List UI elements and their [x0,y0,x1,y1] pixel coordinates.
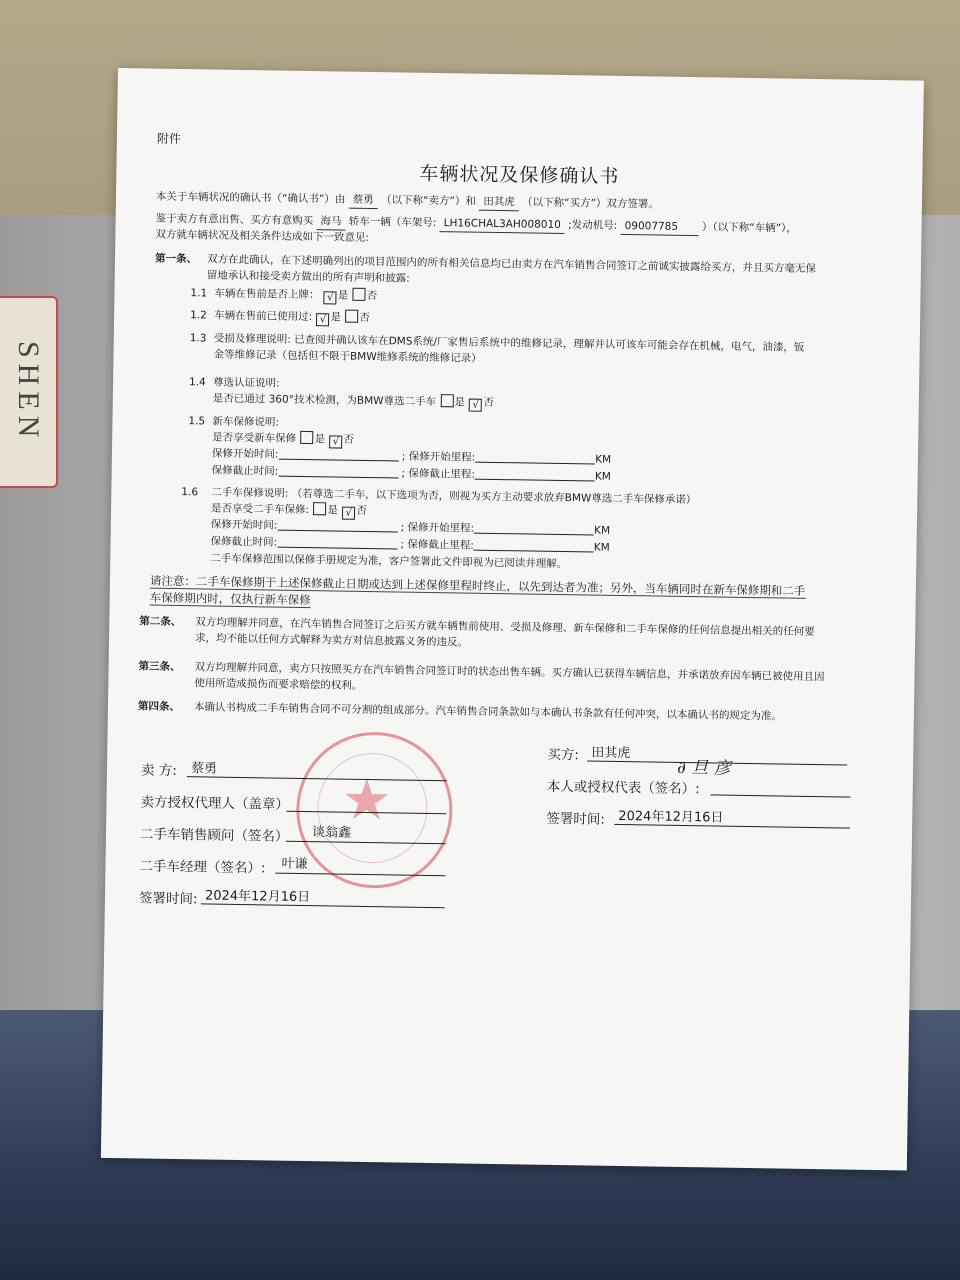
vehicle-text-3: ;发动机号: [568,219,618,232]
item-1-1-no-checkbox [353,288,366,301]
buyer-rep-line [711,794,851,797]
intro-line [156,189,659,214]
document-page [101,68,924,1171]
notice-content: 请注意：二手车保修期于上述保修截止日期或达到上述保修里程时终止，以先到达者为准；另外，当车辆同时在新车保修期和二手车保修期内时，仅执行新车保修 [149,573,806,608]
buyer-rep-label: 本人或授权代表（签名）: [546,778,700,798]
used-end-km-blank [474,539,594,553]
item-1-6-scope: 二手车保修范围以保修手册规定为准，客户签署此文件即视为已阅读并理解。 [210,552,568,571]
item-1-6-number: 1.6 [181,486,199,499]
article-3-text: 双方均理解并同意，卖方只按照买方在汽车销售合同签订时的状态出售车辆。买方确认已获得车辆信息，并承诺放弃因车辆已被使用且因使用所造成损伤而要求赔偿的权利。 [194,661,825,692]
used-start-time-blank [277,519,397,533]
item-1-6-question-text: 是否享受二手车保修: [210,502,310,517]
start-time-label: 保修开始时间: [211,447,279,461]
used-end-time-blank [277,536,397,550]
end-km-label: ; 保修截止里程: [401,467,476,481]
item-1-6-no-checkbox: √ [342,507,355,520]
vehicle-text-4: ）（以下称“车辆”）， [701,221,797,235]
item-1-3-number: 1.3 [189,332,207,345]
vehicle-model: 海马 [316,213,345,230]
item-1-1-text: 车辆在售前是否上牌： [214,287,320,302]
buyer-label: 买方: [547,746,579,764]
sales-advisor-value: 谈翁鑫 [311,825,352,841]
company-seal [295,731,453,889]
buyer-handwritten-signature: ∂ 旦 彦 [676,757,731,779]
item-1-5-yes-label: 是 [314,433,326,446]
vehicle-text-1: 鉴于卖方有意出售、买方有意购买 [155,212,314,228]
start-km-blank [475,451,595,465]
item-1-5-no-label: 否 [343,433,354,446]
agreement-line: 双方就车辆状况及相关条件达成如下一致意见: [155,228,370,244]
start-km-label: ; 保修开始里程: [401,450,476,464]
item-1-4-yes-checkbox [440,394,453,407]
buyer-value: 田其虎 [591,745,631,762]
manager-value: 叶谦 [281,856,308,873]
used-end-km-label: ; 保修截止里程: [400,538,474,552]
start-km-unit: KM [595,453,612,466]
seller-label: 卖 方: [140,762,177,780]
seller-date-label: 签署时间: [138,890,198,908]
buyer-date-value: 2024年12月16日 [618,808,724,826]
seller-date-line [201,903,445,908]
vehicle-text-2: 轿车一辆（车架号: [348,215,437,230]
used-start-km-blank [474,522,594,536]
buyer-date-label: 签署时间: [546,810,605,828]
article-1-label: 第一条、 [154,252,198,266]
item-1-2 [214,308,370,327]
item-1-4-title: 尊选认证说明: [212,376,280,390]
manager-label: 二手车经理（签名）: [139,858,266,877]
used-end-km-unit: KM [593,541,610,554]
item-1-1 [214,286,377,306]
item-1-4-text: 是否已通过 360°技术检测，为BMW尊选二手车 [212,392,437,409]
item-1-4 [213,391,494,412]
header-label: 附件 [156,131,182,146]
article-1-text: 双方在此确认，在下述明确列出的项目范围内的所有相关信息均已由卖方在汽车销售合同签订之前诚实披露给买方，并且买方毫无保留地承认和接受卖方做出的所有声明和披露: [206,253,817,285]
start-time-blank [278,448,398,462]
item-1-5-title: 新车保修说明: [212,415,280,429]
seller-agent-label: 卖方授权代理人（盖章） [140,794,290,813]
used-start-km-unit: KM [594,524,611,537]
article-2-label: 第二条、 [139,615,182,629]
vehicle-vin: LH16CHAL3AH008010 [440,215,565,234]
end-time-label: 保修截止时间: [211,464,279,478]
item-1-1-no-label: 否 [366,289,378,303]
item-1-6-no-label: 否 [356,504,367,517]
side-label: SHEN [0,296,58,488]
item-1-2-no-label: 否 [359,311,370,324]
item-1-1-yes-label: 是 [337,289,349,302]
document-title: 车辆状况及保修确认书 [419,162,620,188]
item-1-3-text: 受损及修理说明: 已查阅并确认该车在DMS系统/厂家售后系统中的维修记录，理解并认可该车可能会存在机械，电气，油漆，钣金等维修记录（包括但不限于BMW维修系统的维修记录） [213,332,805,365]
item-1-5-yes-checkbox [300,431,313,444]
intro-seller-name: 蔡勇 [349,192,378,209]
notice-text [150,573,810,617]
end-time-blank [278,465,398,479]
intro-text-3: （以下称“买方”）双方签署。 [522,196,660,211]
item-1-4-no-label: 否 [483,396,494,409]
end-km-unit: KM [594,470,611,483]
article-4-text: 本确认书构成二手车销售合同不可分割的组成部分。汽车销售合同条款如与本确认书条款有任何冲突，以本确认书的规定为准。 [193,701,782,723]
item-1-1-yes-checkbox: √ [324,291,337,304]
article-2-text: 双方均理解并同意，在汽车销售合同签订之后买方就车辆售前使用、受损及修理、新车保修和二手车保修的任何信息提出相关的任何要求，均不能以任何方式解释为卖方对信息披露义务的违反。 [194,616,815,649]
item-1-2-yes-label: 是 [330,311,342,324]
item-1-2-number: 1.2 [190,309,207,322]
item-1-2-no-checkbox [345,310,358,323]
end-km-blank [475,468,595,482]
item-1-4-number: 1.4 [188,376,206,389]
item-1-6-yes-label: 是 [327,504,339,517]
used-start-time-label: 保修开始时间: [210,518,278,532]
intro-text-2: （以下称“卖方”）和 [380,194,477,208]
item-1-4-yes-label: 是 [454,396,466,409]
item-1-4-no-checkbox: √ [469,399,482,412]
article-4-label: 第四条、 [137,700,181,714]
buyer-date-line [614,824,850,829]
item-1-2-yes-checkbox: √ [316,313,329,326]
intro-text-1: 本关于车辆状况的确认书（“确认书”）由 [155,190,346,206]
sales-advisor-label: 二手车销售顾问（签名） [139,826,289,845]
vehicle-engine-number: 09007785 [621,218,699,236]
item-1-5-number: 1.5 [188,415,206,428]
item-1-5-no-checkbox: √ [329,435,342,448]
article-3-label: 第三条、 [138,660,181,674]
item-1-1-number: 1.1 [190,287,208,300]
item-1-6-note: （若尊选二手车，以下选项为否，则视为买方主动要求放弃BMW尊选二手车保修承诺） [291,487,697,507]
seller-date-value: 2024年12月16日 [204,888,311,906]
star-icon: ★ [341,767,393,834]
used-end-time-label: 保修截止时间: [210,535,278,549]
item-1-6-title: 二手车保修说明: [211,486,289,500]
intro-buyer-name: 田其虎 [479,194,519,212]
used-start-km-label: ; 保修开始里程: [400,521,475,535]
item-1-2-text: 车辆在售前已使用过: [214,309,313,324]
item-1-6-yes-checkbox [313,502,326,515]
item-1-5-question-text: 是否享受新车保修 [212,431,297,445]
seller-value: 蔡勇 [190,761,218,777]
